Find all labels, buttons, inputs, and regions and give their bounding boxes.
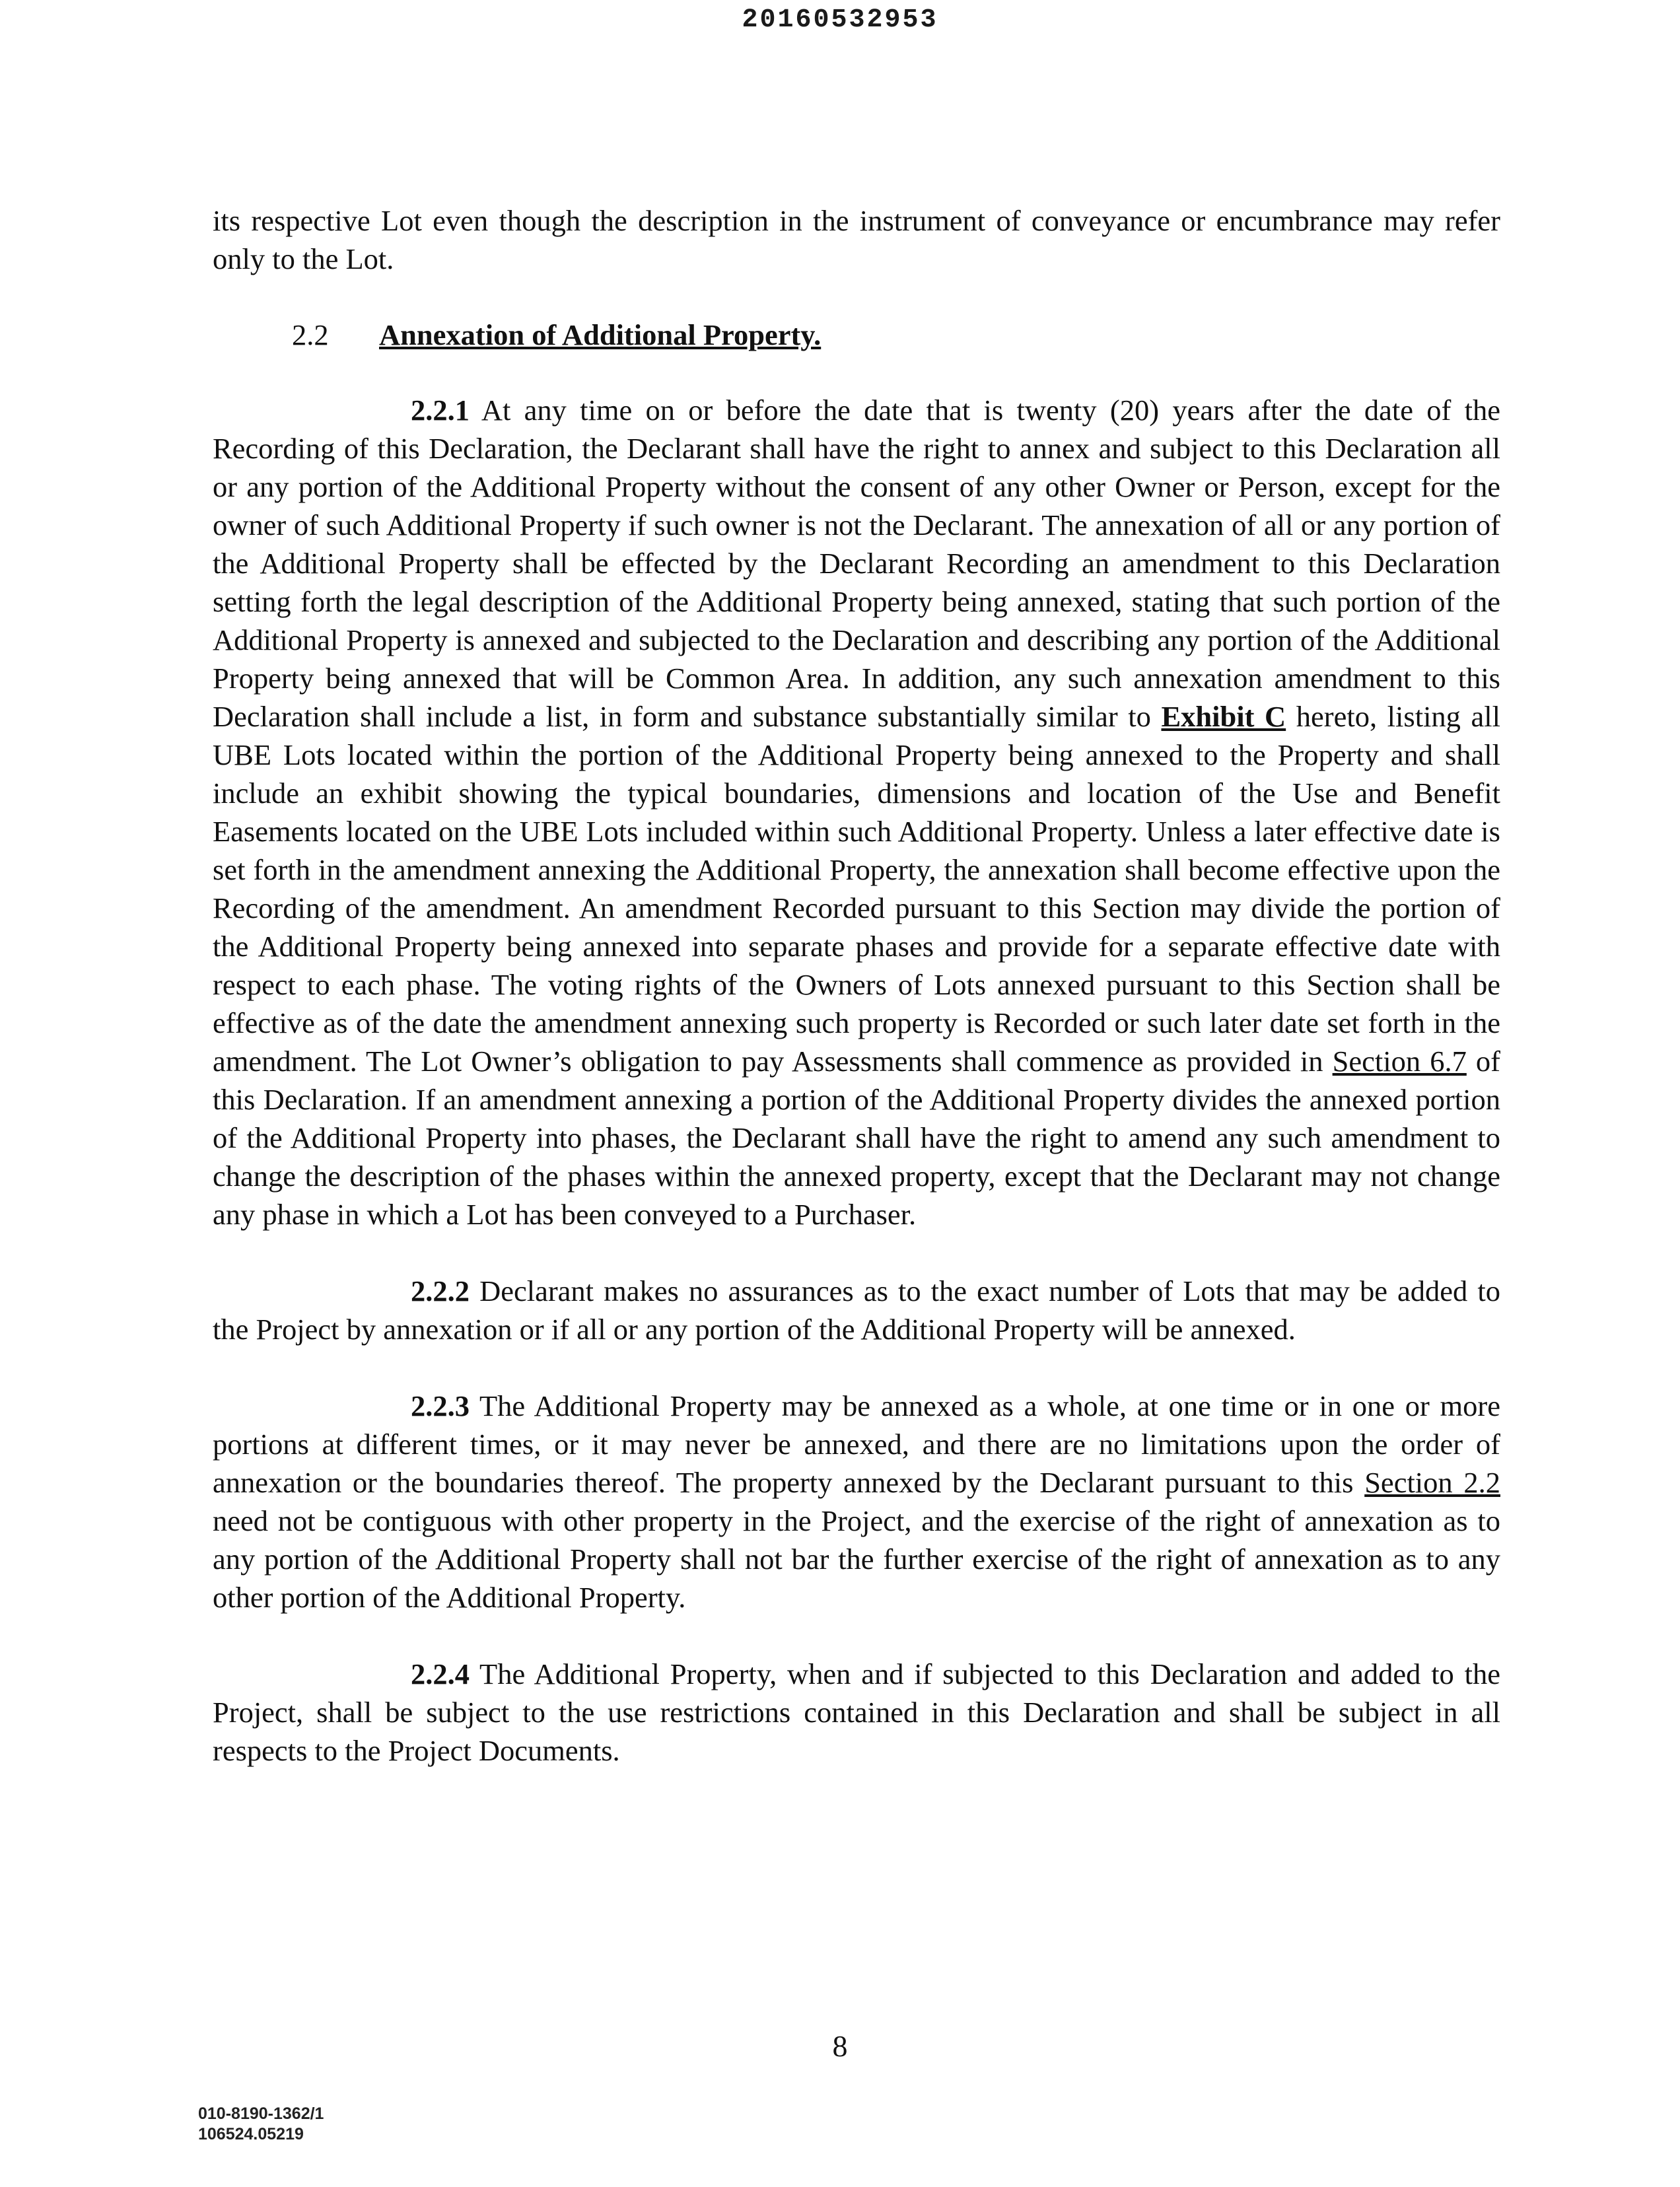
section-heading bbox=[213, 316, 1500, 354]
subsection-text: At any time on or before the date that is twenty (20) years after the date of the Recording of this Declaration, the Declarant shall have the right to annex and subject to this Declaration all or any portion of the Additional Property without the consent of any other Owner or Person, except for the owner of such Additional Property if such owner is not the Declarant. The annexation of all or any portion of the Additional Property shall be effected by the Declarant Recording an amendment to this Declaration setting forth the legal description of the Additional Property being annexed, stating that such portion of the Additional Property is annexed and subjected to the Declaration and describing any portion of the Additional Property being annexed that will be Common Area. In addition, any such annexation amendment to this Declaration shall include a list, in form and substance substantially similar to bbox=[213, 394, 1500, 733]
doc-id-line: 106524.05219 bbox=[198, 2125, 304, 2143]
page-number: 8 bbox=[832, 2029, 848, 2063]
recording-number: 20160532953 bbox=[742, 5, 938, 35]
subsection-2-2-4 bbox=[213, 1655, 1500, 1770]
doc-id-line: 010-8190-1362/1 bbox=[198, 2104, 324, 2123]
subsection-text: Declarant makes no assurances as to the exact number of Lots that may be added to the Project by annexation or if all or any portion of the Additional Property will be annexed. bbox=[213, 1274, 1500, 1346]
subsection-number: 2.2.4 bbox=[411, 1657, 470, 1690]
section-reference: Section 2.2 bbox=[1364, 1466, 1500, 1499]
continuation-paragraph: its respective Lot even though the description in the instrument of conveyance or encumbrance may refer only to the Lot. bbox=[213, 204, 1500, 275]
subsection-number: 2.2.3 bbox=[411, 1389, 470, 1422]
exhibit-reference: Exhibit C bbox=[1161, 700, 1286, 733]
subsection-text: hereto, listing all UBE Lots located within the portion of the Additional Property being annexed to the Property and shall include an exhibit showing the typical boundaries, dimensions and location of the Use and Benefit Easements located on the UBE Lots included within such Additional Property. Unless a later effective date is set forth in the amendment annexing the Additional Property, the annexation shall become effective upon the Recording of the amendment. An amendment Recorded pursuant to this Section may divide the portion of the Additional Property being annexed into separate phases and provide for a separate effective date with respect to each phase. The voting rights of the Owners of Lots annexed pursuant to this Section shall be effective as of the date the amendment annexing such property is Recorded or such later date set forth in the amendment. The Lot Owner’s obligation to pay Assessments shall commence as provided in bbox=[213, 700, 1500, 1078]
subsection-text: The Additional Property, when and if subjected to this Declaration and added to the Project, shall be subject to the use restrictions contained in this Declaration and shall be subject in all respects to the Project Documents. bbox=[213, 1657, 1500, 1767]
section-number: 2.2 bbox=[292, 318, 329, 351]
subsection-text: need not be contiguous with other property in the Project, and the exercise of the right of annexation as to any portion of the Additional Property shall not bar the further exercise of the right of annexation as to any other portion of the Additional Property. bbox=[213, 1504, 1500, 1614]
subsection-2-2-1 bbox=[213, 391, 1500, 1233]
subsection-2-2-2 bbox=[213, 1272, 1500, 1348]
subsection-text: of this Declaration. If an amendment annexing a portion of the Additional Property divides the annexed portion of the Additional Property into phases, the Declarant shall have the right to amend any such amendment to change the description of the phases within the annexed property, except that the Declarant may not change any phase in which a Lot has been conveyed to a Purchaser. bbox=[213, 1045, 1500, 1231]
subsection-text: The Additional Property may be annexed as a whole, at one time or in one or more portions at different times, or it may never be annexed, and there are no limitations upon the order of annexation or the boundaries thereof. The property annexed by the Declarant pursuant to this bbox=[213, 1389, 1500, 1499]
section-title: Annexation of Additional Property. bbox=[379, 318, 822, 351]
document-identifiers bbox=[198, 2104, 324, 2145]
document-body bbox=[213, 201, 1500, 1808]
subsection-number: 2.2.2 bbox=[411, 1274, 470, 1307]
section-reference: Section 6.7 bbox=[1332, 1045, 1467, 1078]
subsection-number: 2.2.1 bbox=[411, 394, 470, 427]
subsection-2-2-3 bbox=[213, 1387, 1500, 1616]
